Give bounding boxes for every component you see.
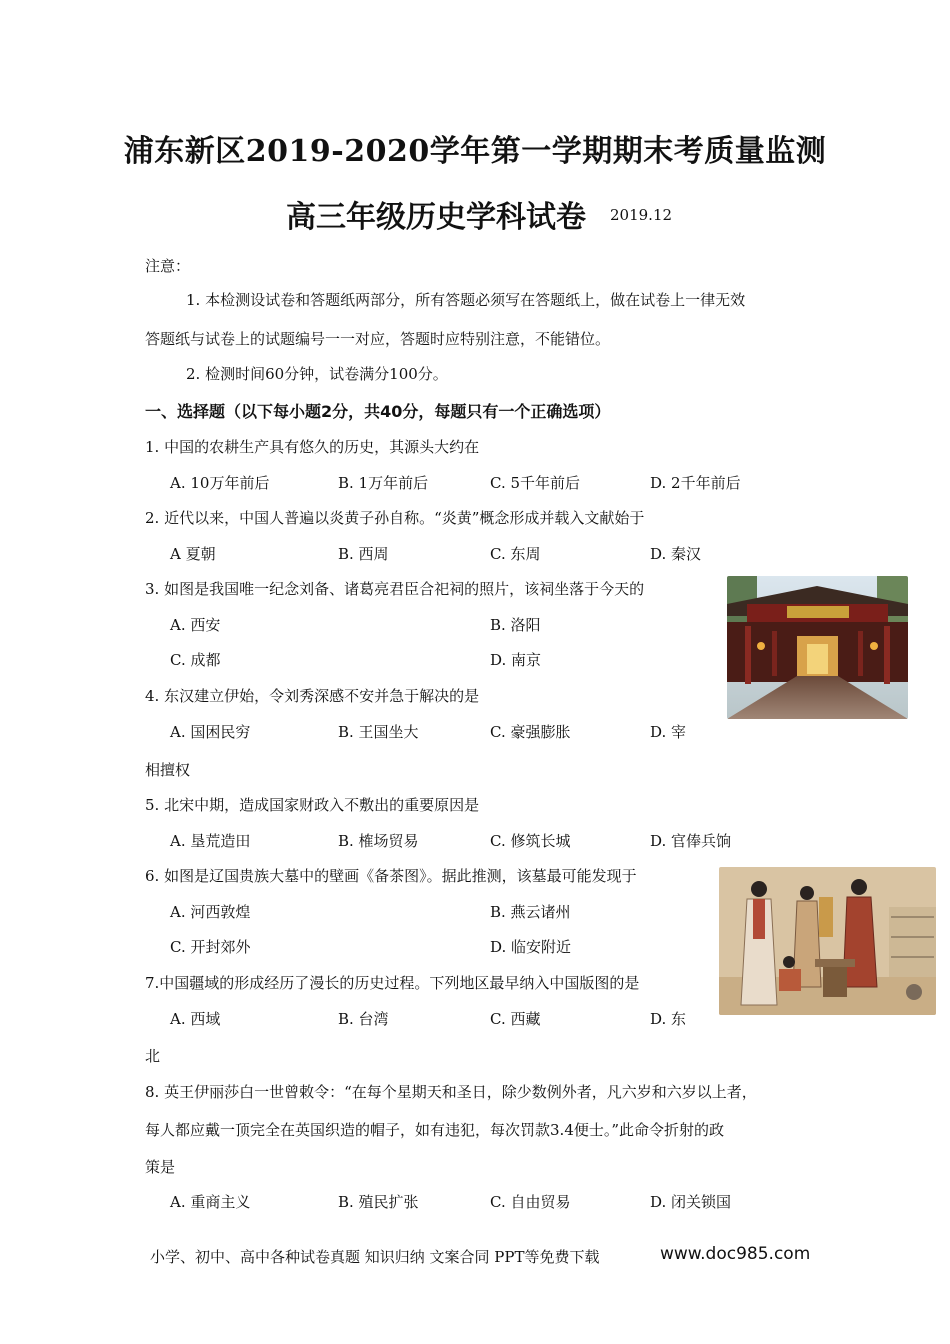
question-8-stem: 8. 英王伊丽莎白一世曾敕令：“在每个星期天和圣日，除少数例外者，凡六岁和六岁以上者， [145, 1083, 757, 1101]
question-4-option-c: C. 豪强膨胀 [490, 723, 571, 741]
question-7-option-c: C. 西藏 [490, 1010, 541, 1028]
question-3-option-c: C. 成都 [170, 651, 221, 669]
page-subtitle: 高三年级历史学科试卷 [286, 200, 586, 235]
question-3-option-b: B. 洛阳 [490, 616, 541, 634]
question-1-option-b: B. 1万年前后 [338, 474, 429, 492]
question-6-option-c: C. 开封郊外 [170, 938, 251, 956]
question-3-option-d: D. 南京 [490, 651, 542, 669]
question-2-option-d: D. 秦汉 [650, 545, 702, 563]
question-4-option-d-cont: 相擅权 [145, 761, 191, 779]
question-6-option-b: B. 燕云诸州 [490, 903, 571, 921]
question-8-stem-cont-2: 策是 [145, 1158, 176, 1176]
question-8-option-b: B. 殖民扩张 [338, 1193, 419, 1211]
question-4-option-a: A. 国困民穷 [170, 723, 251, 741]
question-3-stem: 3. 如图是我国唯一纪念刘备、诸葛亮君臣合祀祠的照片，该祠坐落于今天的 [145, 580, 645, 598]
notice-label: 注意： [145, 257, 191, 275]
question-1-option-d: D. 2千年前后 [650, 474, 741, 492]
exam-date: 2019.12 [610, 206, 673, 224]
section-heading: 一、选择题（以下每小题2分，共40分，每题只有一个正确选项） [145, 402, 611, 421]
question-7-option-d: D. 东 [650, 1010, 687, 1028]
page-title: 浦东新区2019-2020学年第一学期期末考质量监测 [123, 134, 827, 169]
question-6-option-d: D. 临安附近 [490, 938, 572, 956]
question-2-option-a: A 夏朝 [170, 545, 216, 563]
question-6-option-a: A. 河西敦煌 [170, 903, 251, 921]
question-1-stem: 1. 中国的农耕生产具有悠久的历史，其源头大约在 [145, 438, 480, 456]
question-4-stem: 4. 东汉建立伊始，令刘秀深感不安并急于解决的是 [145, 687, 480, 705]
question-7-option-a: A. 西域 [170, 1010, 221, 1028]
question-5-option-a: A. 垦荒造田 [170, 832, 251, 850]
question-2-stem: 2. 近代以来，中国人普遍以炎黄子孙自称。“炎黄”概念形成并载入文献始于 [145, 509, 645, 527]
question-8-option-c: C. 自由贸易 [490, 1193, 571, 1211]
notice-item-1-cont: 答题纸与试卷上的试题编号一一对应，答题时应特别注意，不能错位。 [145, 330, 611, 348]
question-3-option-a: A. 西安 [170, 616, 221, 634]
question-4-option-d: D. 宰 [650, 723, 687, 741]
question-8-stem-cont-1: 每人都应戴一顶完全在英国织造的帽子，如有违犯，每次罚款3.4便士。”此命令折射的政 [145, 1121, 725, 1139]
footer-text: 小学、初中、高中各种试卷真题 知识归纳 文案合同 PPT等免费下载 [150, 1248, 600, 1266]
question-5-stem: 5. 北宋中期，造成国家财政入不敷出的重要原因是 [145, 796, 480, 814]
question-8-option-a: A. 重商主义 [170, 1193, 251, 1211]
question-5-option-c: C. 修筑长城 [490, 832, 571, 850]
question-6-stem: 6. 如图是辽国贵族大墓中的壁画《备茶图》。据此推测，该墓最可能发现于 [145, 867, 637, 885]
tea-mural-photo [719, 867, 936, 1015]
notice-item-2: 2. 检测时间60分钟，试卷满分100分。 [186, 365, 448, 383]
question-5-option-b: B. 榷场贸易 [338, 832, 419, 850]
question-4-option-b: B. 王国坐大 [338, 723, 419, 741]
shrine-photo [727, 576, 908, 719]
notice-item-1: 1. 本检测设试卷和答题纸两部分，所有答题必须写在答题纸上，做在试卷上一律无效 [186, 291, 746, 309]
question-2-option-b: B. 西周 [338, 545, 389, 563]
question-7-option-b: B. 台湾 [338, 1010, 389, 1028]
question-8-option-d: D. 闭关锁国 [650, 1193, 732, 1211]
question-5-option-d: D. 官俸兵饷 [650, 832, 732, 850]
footer-url[interactable]: www.doc985.com [660, 1244, 811, 1264]
question-1-option-a: A. 10万年前后 [170, 474, 270, 492]
question-1-option-c: C. 5千年前后 [490, 474, 581, 492]
question-7-stem: 7.中国疆域的形成经历了漫长的历史过程。下列地区最早纳入中国版图的是 [145, 974, 640, 992]
question-2-option-c: C. 东周 [490, 545, 541, 563]
question-7-option-d-cont: 北 [145, 1047, 161, 1065]
